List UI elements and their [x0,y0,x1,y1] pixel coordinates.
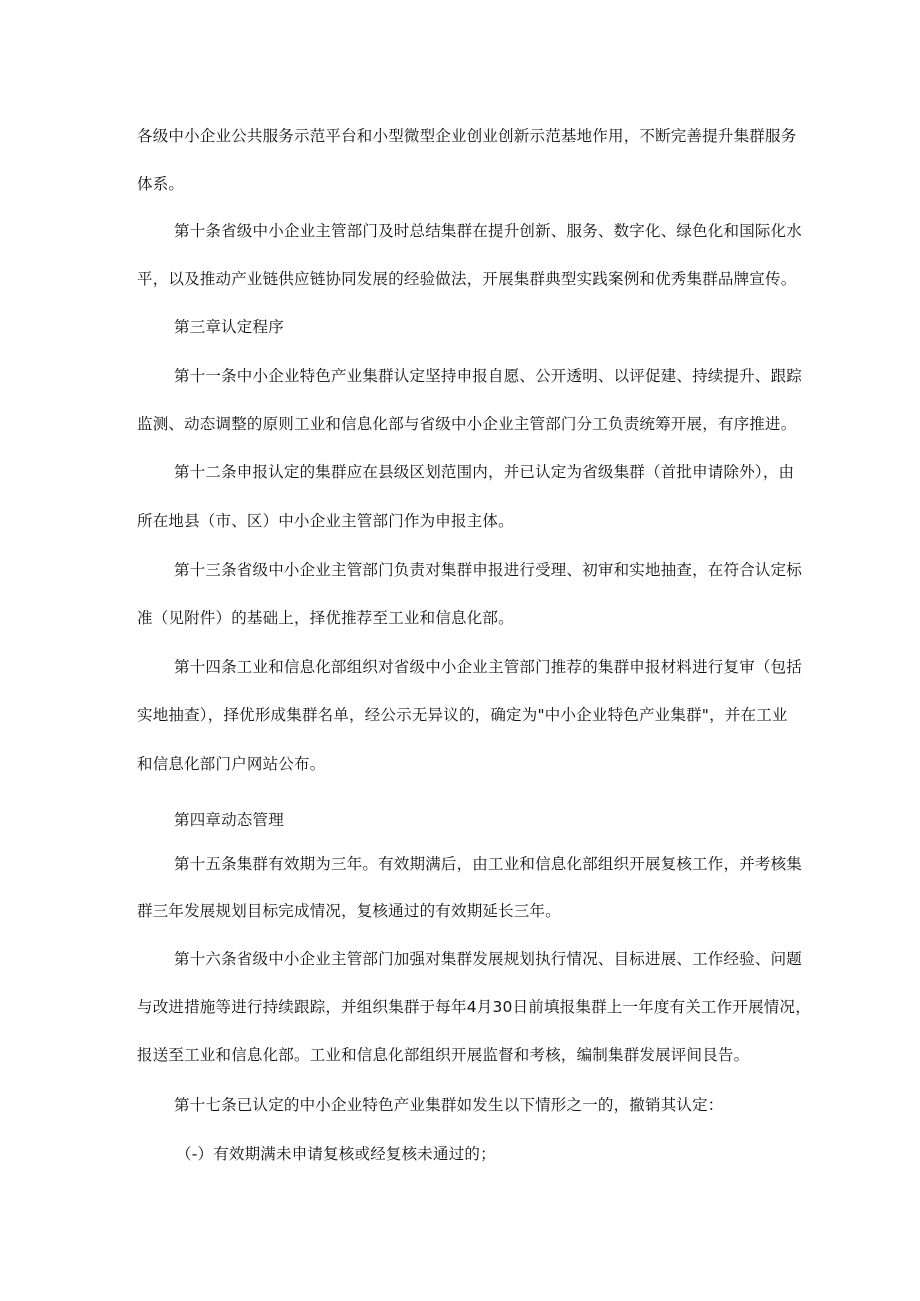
text-line: 群三年发展规划目标完成情况，复核通过的有效期延长三年。 [137,902,561,920]
text-line: 报送至工业和信息化部。工业和信息化部组织开展监督和考核，编制集群发展评间艮告。 [137,1046,750,1064]
text-line: 第十四条工业和信息化部组织对省级中小企业主管部门推荐的集群申报材料进行复审（包括 [174,658,803,676]
text-line: 第十一条中小企业特色产业集群认定坚持申报自愿、公开透明、以评促建、持续提升、跟踪 [174,367,803,385]
text-line: 第十三条省级中小企业主管部门负责对集群申报进行受理、初审和实地抽查，在符合认定标 [174,561,803,579]
text-line: 各级中小企业公共服务示范平台和小型微型企业创业创新示范基地作用，不断完善提升集群服务 [137,127,797,145]
text-line: 第十七条已认定的中小企业特色产业集群如发生以下情形之一的，撤销其认定： [174,1096,724,1114]
text-line: 第十五条集群有效期为三年。有效期满后，由工业和信息化部组织开展复核工作，并考核集 [174,855,803,873]
chapter-heading: 第三章认定程序 [174,318,284,336]
text-line: 第十条省级中小企业主管部门及时总结集群在提升创新、服务、数字化、绿色化和国际化水 [174,222,803,240]
text-line: 第十二条申报认定的集群应在县级区划范围内，并已认定为省级集群（首批申请除外），由 [174,463,795,481]
chapter-heading: 第四章动态管理 [174,811,284,829]
text-line: 实地抽查），择优形成集群名单，经公示无异议的，确定为"中小企业特色产业集群"，并在工业 [137,706,788,724]
text-line: 第十六条省级中小企业主管部门加强对集群发展规划执行情况、目标进展、工作经验、问题 [174,950,803,968]
text-line: 体系。 [137,175,185,193]
text-line: 和信息化部门户网站公布。 [137,755,326,773]
text-line: 与改进措施等进行持续跟踪，并组织集群于每年4月30日前填报集群上一年度有关工作开展情况， [137,998,811,1016]
list-item: （-）有效期满未申请复核或经复核未通过的； [176,1145,496,1163]
text-line: 监测、动态调整的原则工业和信息化部与省级中小企业主管部门分工负责统筹开展，有序推进。 [137,415,797,433]
text-line: 所在地县（市、区）中小企业主管部门作为申报主体。 [137,512,514,530]
text-line: 平，以及推动产业链供应链协同发展的经验做法，开展集群典型实践案例和优秀集群品牌宣传。 [137,270,797,288]
text-line: 准（见附件）的基础上，择优推荐至工业和信息化部。 [137,609,514,627]
